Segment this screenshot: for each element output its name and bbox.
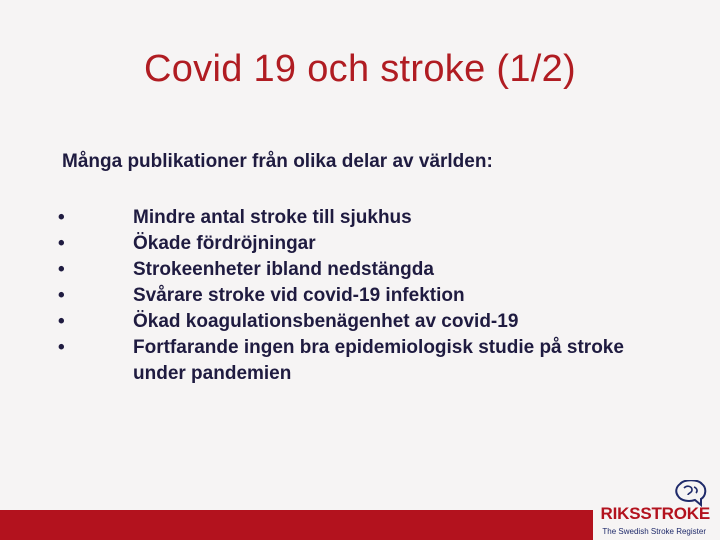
bullet-item	[58, 335, 658, 387]
bullet-icon: •	[58, 337, 65, 358]
bullet-item	[58, 231, 658, 257]
logo-text: RIKSSTROKE	[600, 504, 710, 523]
bullet-list	[58, 205, 658, 387]
riksstroke-logo	[592, 480, 710, 536]
bullet-text: Strokeenheter ibland nedstängda	[133, 259, 434, 280]
bullet-icon: •	[58, 207, 65, 228]
bullet-icon: •	[58, 285, 65, 306]
bullet-icon: •	[58, 233, 65, 254]
bullet-icon: •	[58, 259, 65, 280]
intro-text: Många publikationer från olika delar av världen:	[62, 151, 493, 172]
bullet-icon: •	[58, 311, 65, 332]
bullet-item	[58, 205, 658, 231]
bullet-text: Mindre antal stroke till sjukhus	[133, 207, 412, 228]
footer-bar	[0, 510, 593, 540]
bullet-item	[58, 283, 658, 309]
bullet-text: Ökade fördröjningar	[133, 233, 316, 254]
bullet-text: Ökad koagulationsbenägenhet av covid-19	[133, 311, 519, 332]
bullet-item	[58, 309, 658, 335]
slide-title: Covid 19 och stroke (1/2)	[143, 48, 577, 90]
bullet-text: Svårare stroke vid covid-19 infektion	[133, 285, 465, 306]
logo-subtitle: The Swedish Stroke Register	[602, 527, 706, 536]
bullet-text: Fortfarande ingen bra epidemiologisk studie på stroke under pandemien	[133, 337, 624, 384]
bullet-item	[58, 257, 658, 283]
